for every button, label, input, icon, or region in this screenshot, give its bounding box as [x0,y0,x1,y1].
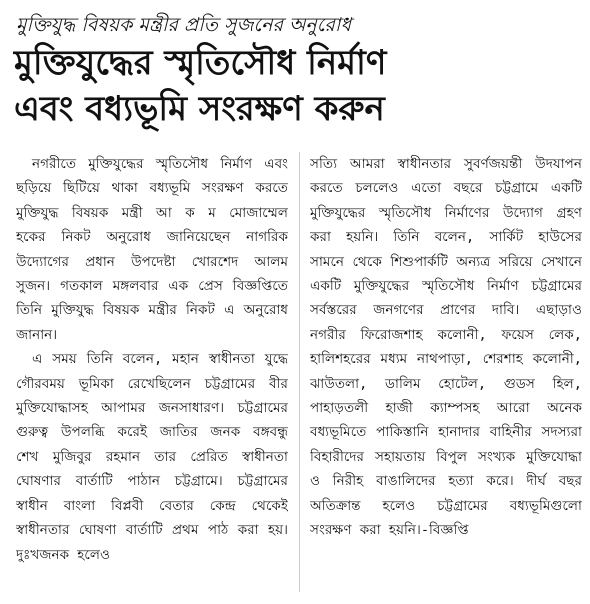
column-divider [299,152,300,592]
article-kicker: মুক্তিযুদ্ধ বিষয়ক মন্ত্রীর প্রতি সুজনের অনুরোধ [16,14,352,36]
left-column [16,152,288,600]
right-column [310,152,582,600]
left-paragraph-2: এ সময় তিনি বলেন, মহান স্বাধীনতা যুদ্ধে গৌরবময় ভূমিকা রেখেছিলেন চট্টগ্রামের বীর মুক্তিযোদ্ধাসহ আপামর জনসাধারণ। চট্টগ্রামের গুরুত্ব উপলব্ধি করেই জাতির জনক বঙ্গবন্ধু শেখ মুজিবুর রহমান তার প্রেরিত স্বাধীনতা ঘোষণার বার্তাটি পাঠান চট্টগ্রামে। চট্টগ্রামের স্বাধীন বাংলা বিপ্লবী বেতার কেন্দ্র থেকেই স্বাধীনতার ঘোষণা বার্তাটি প্রথম পাঠ করা হয়। দুঃখজনক হলেও [16,351,288,563]
headline-line-2: এবং বধ্যভূমি সংরক্ষণ করুন [14,89,385,129]
right-paragraph-1: সত্যি আমরা স্বাধীনতার সুবর্ণজয়ন্তী উদযাপন করতে চললেও এতো বছরে চট্টগ্রামে একটি মুক্তিযুদ্ধের স্মৃতিসৌধ নির্মাণের উদ্যোগ গ্রহণ করা হয়নি। তিনি বলেন, সার্কিট হাউসের সামনে থেকে শিশুপার্কটি অন্যত্র সরিয়ে সেখানে একটি মুক্তিযুদ্ধের স্মৃতিসৌধ নির্মাণ চট্টগ্রামের সর্বস্তরের জনগণের প্রাণের দাবি। এছাড়াও নগরীর ফিরোজশাহ কলোনী, ফয়েস লেক, হালিশহরের মধ্যম নাথপাড়া, শেরশাহ কলোনী, ঝাউতলা, ডালিম হোটেল, গুডস হিল, পাহাড়তলী হাজী ক্যাম্পসহ আরো অনেক বধ্যভূমিতে পাকিস্তানি হানাদার বাহিনীর সদস্যরা বিহারীদের সহায়তায় বিপুল সংখ্যক মুক্তিযোদ্ধা ও নিরীহ বাঙালিদের হত্যা করে। দীর্ঘ বছর অতিক্রান্ত হলেও চট্টগ্রামের বধ্যভূমিগুলো সংরক্ষণ করা হয়নি।-বিজ্ঞপ্তি [310,156,582,539]
headline-line-1: মুক্তিযুদ্ধের স্মৃতিসৌধ নির্মাণ [14,43,387,83]
left-paragraph-1: নগরীতে মুক্তিযুদ্ধের স্মৃতিসৌধ নির্মাণ এবং ছড়িয়ে ছিটিয়ে থাকা বধ্যভূমি সংরক্ষণ করতে মুক্তিযুদ্ধ বিষয়ক মন্ত্রী আ ক ম মোজাম্মেল হকের নিকট অনুরোধ জানিয়েছেন নাগরিক উদ্যোগের প্রধান উপদেষ্টা খোরশেদ আলম সুজন। গতকাল মঙ্গলবার এক প্রেস বিজ্ঞপ্তিতে তিনি মুক্তিযুদ্ধ বিষয়ক মন্ত্রীর নিকট এ অনুরোধ জানান। [16,156,288,343]
